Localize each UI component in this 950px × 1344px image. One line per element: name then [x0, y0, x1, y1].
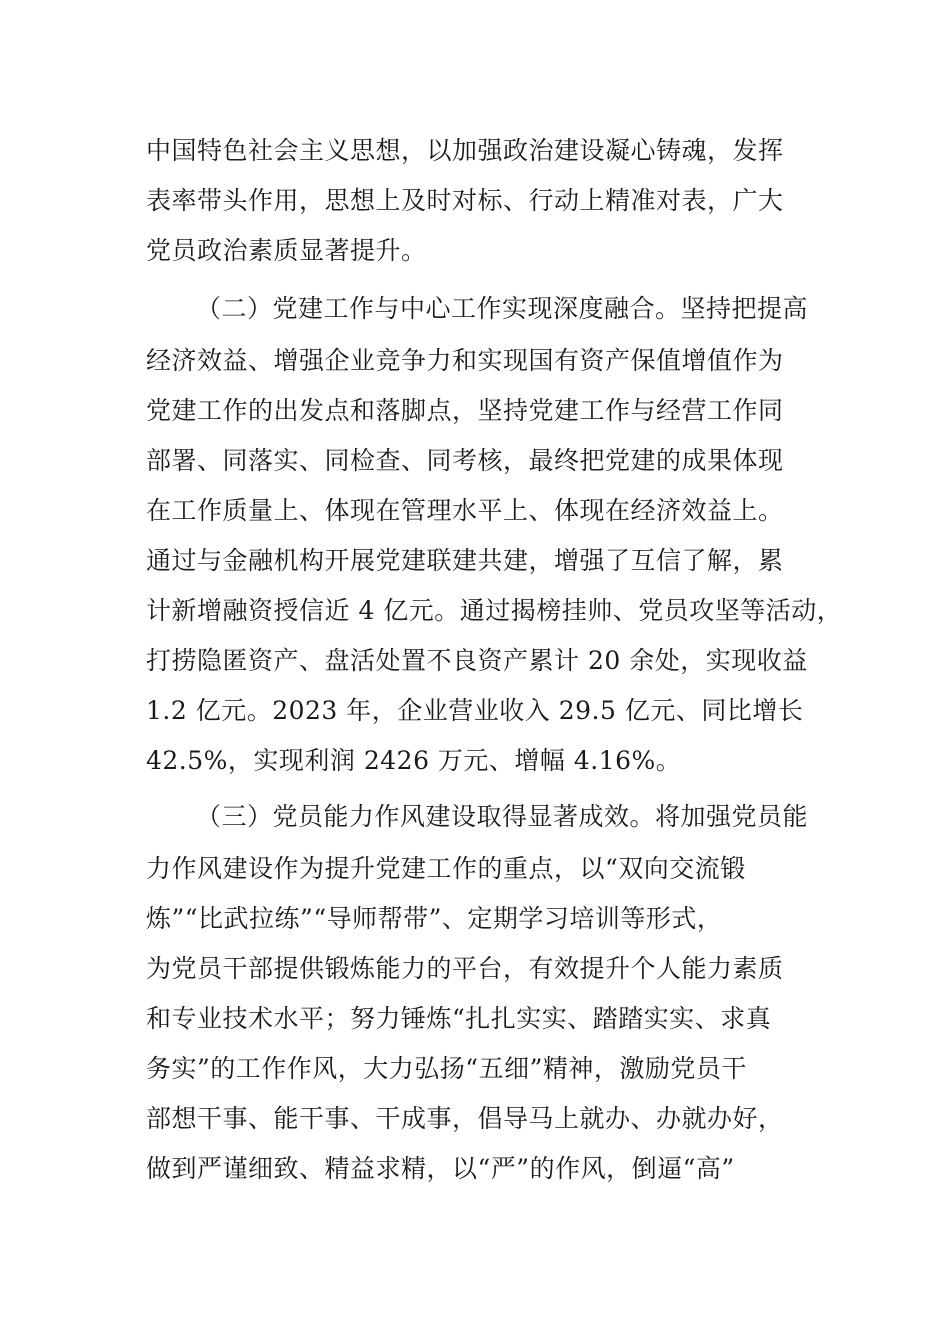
text-line: 部署、同落实、同检查、同考核，最终把党建的成果体现 — [146, 446, 784, 475]
text-line: 做到严谨细致、精益求精，以“严”的作风，倒逼“高” — [146, 1154, 735, 1183]
text-line: 党员政治素质显著提升。 — [146, 236, 427, 265]
text-line: 党建工作的出发点和落脚点，坚持党建工作与经营工作同 — [146, 396, 784, 425]
text-line: 炼”“比武拉练”“导师帮带”、定期学习培训等形式， — [146, 904, 723, 933]
text-line: 通过与金融机构开展党建联建共建，增强了互信了解，累 — [146, 546, 784, 575]
text-line: 经济效益、增强企业竞争力和实现国有资产保值增值作为 — [146, 346, 784, 375]
text-line: 中国特色社会主义思想，以加强政治建设凝心铸魂，发挥 — [146, 136, 784, 165]
text-line: 计新增融资授信近 4 亿元。通过揭榜挂帅、党员攻坚等活动， — [146, 596, 843, 625]
section-heading-line: （三）党员能力作风建设取得显著成效。将加强党员能 — [196, 802, 809, 831]
text-line: 和专业技术水平；努力锤炼“扎扎实实、踏踏实实、求真 — [146, 1004, 772, 1033]
text-line: 表率带头作用，思想上及时对标、行动上精准对表，广大 — [146, 186, 784, 215]
text-line: 力作风建设作为提升党建工作的重点，以“双向交流锻 — [146, 854, 746, 883]
text-line: 1.2 亿元。2023 年，企业营业收入 29.5 亿元、同比增长 — [146, 696, 804, 725]
text-line: 为党员干部提供锻炼能力的平台，有效提升个人能力素质 — [146, 954, 784, 983]
text-line: 42.5%，实现利润 2426 万元、增幅 4.16%。 — [146, 746, 682, 775]
text-line: 在工作质量上、体现在管理水平上、体现在经济效益上。 — [146, 496, 784, 525]
text-line: 部想干事、能干事、干成事，倡导马上就办、办就办好， — [146, 1104, 784, 1133]
text-line: 打捞隐匿资产、盘活处置不良资产累计 20 余处，实现收益 — [146, 646, 808, 675]
text-line: 务实”的工作作风，大力弘扬“五细”精神，激励党员干 — [146, 1054, 747, 1083]
section-heading-line: （二）党建工作与中心工作实现深度融合。坚持把提高 — [196, 294, 809, 323]
